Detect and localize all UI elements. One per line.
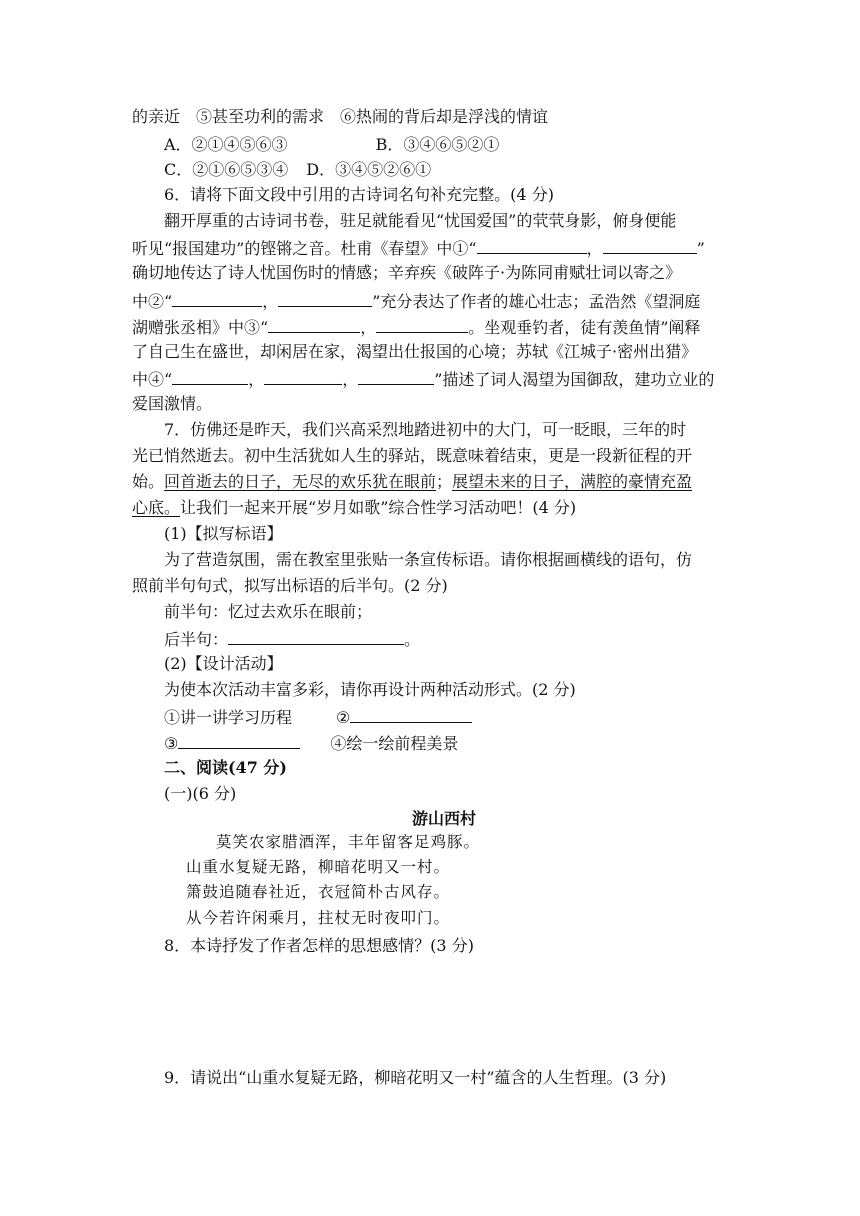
underlined-sentence: 展望未来的日子，满腔的豪情充盈 (452, 472, 693, 491)
answer-blank[interactable] (178, 732, 300, 749)
text-line (164, 680, 764, 700)
text-span: ， (248, 370, 265, 389)
poem-line (186, 908, 786, 928)
text-line (132, 237, 732, 259)
text-span: 从今若许闲乘月，拄杖无时夜叩门。 (186, 909, 451, 927)
question-text: 7．仿佛还是昨天，我们兴高采烈地踏进初中的大门，可一眨眼，三年的时 (164, 420, 687, 439)
text-line (164, 706, 764, 728)
text-line (132, 368, 732, 390)
text-span: (2)【设计活动】 (164, 654, 283, 673)
text-line (132, 446, 732, 466)
text-span: ④绘一绘前程美景 (330, 734, 459, 753)
text-span: 山重水复疑无路，柳暗花明又一村。 (186, 858, 451, 876)
poem-line (216, 832, 816, 852)
text-span: 后半句： (164, 630, 229, 649)
underlined-sentence: 心底。 (132, 498, 181, 517)
answer-blank[interactable] (268, 316, 360, 333)
subquestion-heading (164, 654, 764, 674)
text-span: 听见“报国建功”的铿锵之音。杜甫《春望》中①“ (132, 239, 477, 258)
subsection-heading (164, 784, 764, 804)
text-span: 中④“ (132, 370, 173, 389)
option-line (164, 135, 764, 155)
text-span: ， (586, 239, 603, 258)
text-span: 了自己生在盛世，却闲居在家，渴望出仕报国的心境；苏轼《江城子·密州出猎》 (132, 342, 698, 361)
text-span: 为了营造氛围，需在教室里张贴一条宣传标语。请你根据画横线的语句，仿 (164, 550, 693, 569)
answer-blank[interactable] (278, 290, 372, 307)
option-c: C．②①⑥⑤③④ (164, 160, 289, 179)
text-span: 箫鼓追随春社近，衣冠简朴古风存。 (186, 883, 451, 901)
answer-blank[interactable] (264, 368, 342, 385)
text-span: 爱国激情。 (132, 394, 213, 413)
text-line (164, 550, 764, 570)
text-span: ①讲一讲学习历程 (164, 708, 293, 727)
question-8 (164, 936, 764, 956)
text-line (132, 290, 732, 312)
text-line (132, 394, 732, 414)
answer-blank[interactable] (172, 290, 262, 307)
text-span: 翻开厚重的古诗词书卷，驻足就能看见“忧国爱国”的茕茕身影，俯身便能 (164, 211, 677, 230)
underlined-sentence: 回首逝去的日子，无尽的欢乐犹在眼前 (164, 472, 437, 491)
text-line (132, 472, 732, 492)
text-span: 莫笑农家腊酒浑，丰年留客足鸡豚。 (216, 833, 481, 851)
text-span: (一)(6 分) (164, 784, 237, 803)
text-span: 确切地传达了诗人忧国伤时的情感；辛弃疾《破阵子·为陈同甫赋壮词以寄之》 (132, 263, 682, 282)
text-span: ② (336, 708, 351, 727)
text-line (164, 211, 764, 231)
question-text: 9．请说出“山重水复疑无路，柳暗花明又一村”蕴含的人生哲理。(3 分) (164, 1068, 667, 1087)
text-line (164, 628, 764, 650)
question-9 (164, 1068, 764, 1088)
question-text: 8．本诗抒发了作者怎样的思想感情？(3 分) (164, 936, 474, 955)
text-span: 始。 (132, 472, 165, 491)
text-span: 照前半句句式，拟写出标语的后半句。(2 分) (132, 576, 448, 595)
text-span: 前半句：忆过去欢乐在眼前； (164, 602, 373, 621)
answer-blank[interactable] (477, 237, 587, 254)
answer-blank[interactable] (376, 316, 468, 333)
text-line (164, 602, 764, 622)
text-span: ， (342, 370, 359, 389)
text-span: 为使本次活动丰富多彩，请你再设计两种活动形式。(2 分) (164, 680, 576, 699)
text-line (132, 316, 732, 338)
text-span: ”描述了词人渴望为国御敌，建功立业的 (434, 370, 715, 389)
text-line (132, 342, 732, 362)
subquestion-heading (164, 524, 764, 544)
option-a: A．②①④⑤⑥③ (164, 135, 288, 154)
option-b: B．③④⑥⑤②① (375, 135, 500, 154)
text-span: ； (436, 472, 453, 491)
text-span: ③ (164, 734, 179, 753)
text-span: (1)【拟写标语】 (164, 524, 283, 543)
text-line (132, 263, 732, 283)
text-line (132, 498, 732, 518)
answer-blank[interactable] (358, 368, 434, 385)
text-line (164, 732, 764, 754)
text-span: 。 (404, 630, 421, 649)
section-heading (164, 758, 764, 778)
poem-title: 游山西村 (412, 809, 477, 828)
option-d: D．③④⑤②⑥① (306, 160, 432, 179)
answer-blank[interactable] (603, 237, 697, 254)
text-span: ” (696, 239, 705, 258)
answer-blank[interactable] (350, 706, 472, 723)
text-span: 中②“ (132, 292, 173, 311)
text-line (132, 107, 732, 127)
text-span: ， (360, 318, 377, 337)
poem-line (186, 882, 786, 902)
text-span: 湖赠张丞相》中③“ (132, 318, 269, 337)
question-7 (164, 420, 764, 440)
text-span: 的亲近 ⑤甚至功利的需求 ⑥热闹的背后却是浮浅的情谊 (132, 107, 549, 126)
poem-line (186, 857, 786, 877)
question-6 (164, 185, 764, 205)
answer-blank[interactable] (172, 368, 248, 385)
text-span: 二、阅读(47 分) (164, 758, 287, 777)
text-line (132, 576, 732, 596)
answer-blank[interactable] (228, 628, 404, 645)
text-span: ”充分表达了作者的雄心壮志；孟浩然《望洞庭 (372, 292, 701, 311)
text-span: 让我们一起来开展“岁月如歌”综合性学习活动吧！(4 分) (180, 498, 577, 517)
question-text: 6．请将下面文段中引用的古诗词名句补充完整。(4 分) (164, 185, 554, 204)
text-span: 。坐观垂钓者，徒有羡鱼情”阐释 (468, 318, 701, 337)
option-line (164, 160, 764, 180)
text-span: 光已悄然逝去。初中生活犹如人生的驿站，既意味着结束，更是一段新征程的开 (132, 446, 693, 465)
text-span: ， (262, 292, 279, 311)
